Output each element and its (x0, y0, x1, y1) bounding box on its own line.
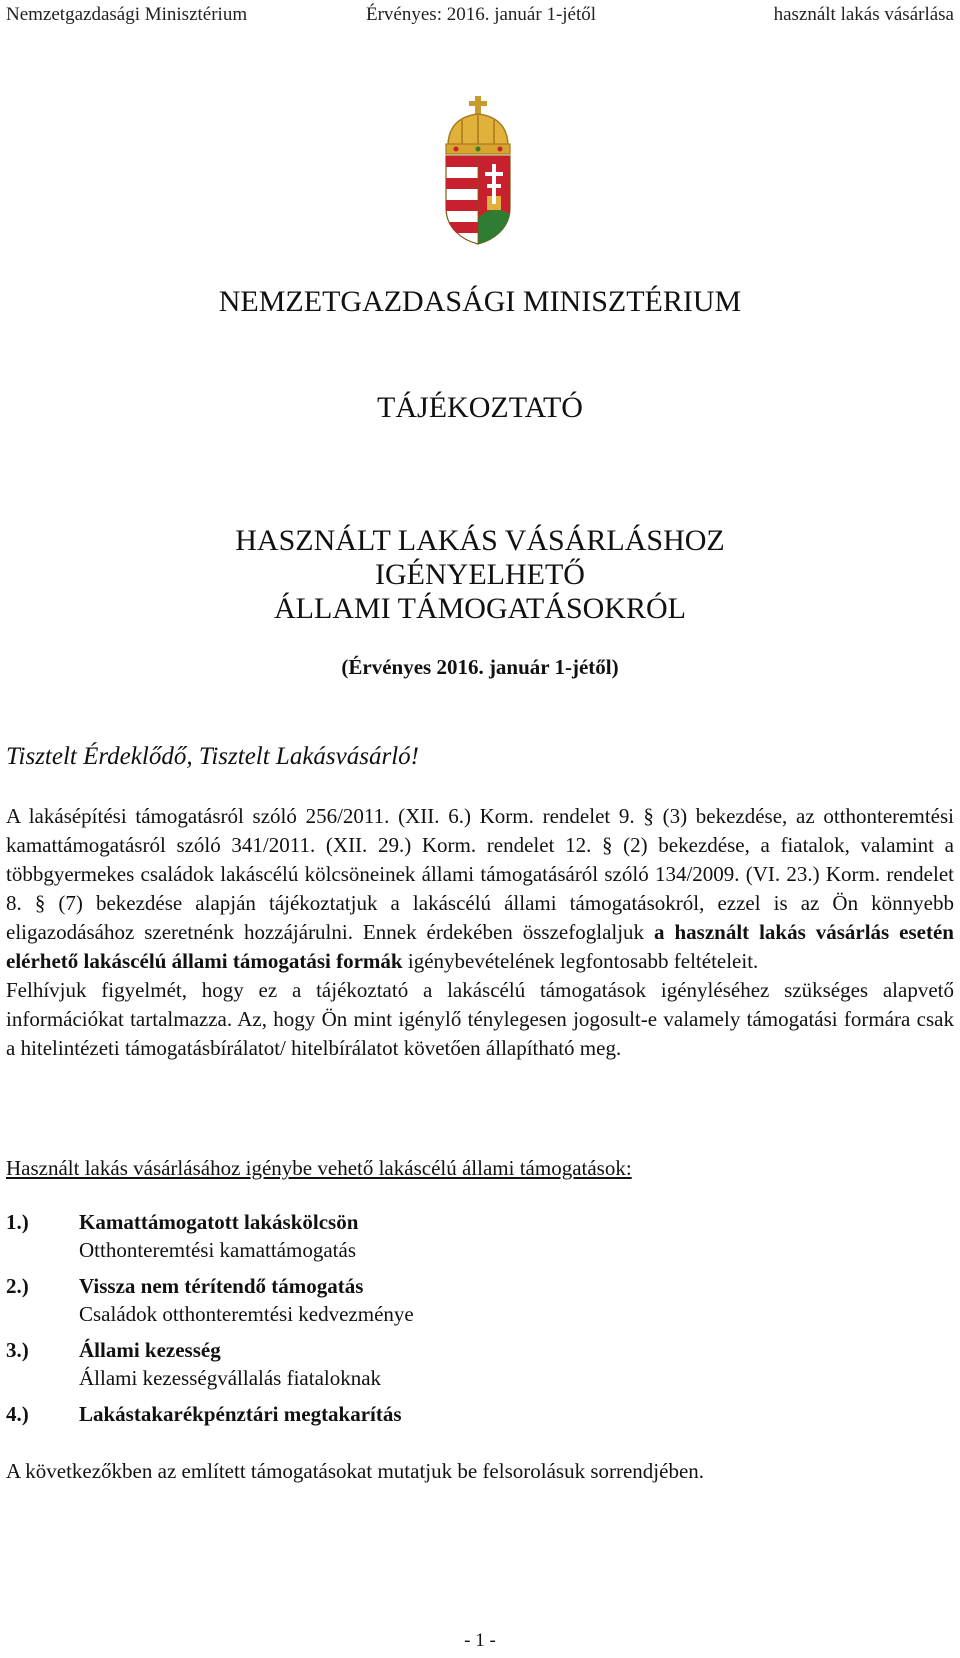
document-type: TÁJÉKOZTATÓ (377, 391, 583, 424)
item-name: Vissza nem térítendő támogatás (79, 1274, 364, 1298)
closing-text: A következőkben az említett támogatásokat mutatjuk be felsorolásuk sorrendjében. (6, 1459, 705, 1483)
intro-text (6, 802, 954, 1063)
page-number: - 1 - (464, 1630, 496, 1651)
support-list-title: Használt lakás vásárlásához igénybe vehető lakáscélú állami támogatások: (6, 1156, 632, 1180)
header-topic: használt lakás vásárlása (773, 4, 954, 25)
validity-note: (Érvényes 2016. január 1-jétől) (341, 655, 619, 679)
item-number: 2.) (6, 1274, 29, 1298)
subtitle-line: HASZNÁLT LAKÁS VÁSÁRLÁSHOZ (235, 524, 725, 557)
item-description: Családok otthonteremtési kedvezménye (79, 1302, 414, 1326)
intro-emphasis: a használt lakás vásárlás esetén elérhető lakáscélú állami támogatási formák (6, 920, 954, 973)
item-number: 1.) (6, 1210, 29, 1234)
item-number: 3.) (6, 1338, 29, 1362)
hungarian-coat-of-arms-icon (440, 96, 516, 246)
subtitle-line: IGÉNYELHETŐ (375, 558, 585, 591)
running-header (6, 4, 954, 28)
subtitle-line: ÁLLAMI TÁMOGATÁSOKRÓL (274, 592, 686, 625)
document-subtitle (0, 524, 960, 626)
intro-paragraph-2: Felhívjuk figyelmét, hogy ez a tájékoztató a lakáscélú támogatások igényléséhez szükséges alapvető információkat tartalmazza. Az, hogy Ön mint igénylő ténylegesen jogosult-e valamely támogatási formára csak a hitelintézeti támogatásbírálatot/ hitelbírálatot követően állapítható meg. (6, 978, 954, 1060)
item-description: Állami kezességvállalás fiataloknak (79, 1366, 382, 1390)
item-number: 4.) (6, 1402, 29, 1426)
salutation: Tisztelt Érdeklődő, Tisztelt Lakásvásárló! (6, 743, 419, 770)
item-name: Kamattámogatott lakáskölcsön (79, 1210, 359, 1234)
header-validity: Érvényes: 2016. január 1-jétől (366, 4, 597, 25)
item-description: Otthonteremtési kamattámogatás (79, 1238, 356, 1262)
header-ministry: Nemzetgazdasági Minisztérium (6, 4, 248, 25)
intro-paragraph: A lakásépítési támogatásról szóló 256/2011. (XII. 6.) Korm. rendelet 9. § (3) bekezdése, az otthonteremtési kamattámogatásról szóló 341/2011. (XII. 29.) Korm. rendelet 12. § (2) bekezdése, a fiatalok, valamint a többgyermekes családok lakáscélú kölcsöneinek állami támogatásáról szóló 134/2009. (VI. 23.) Korm. rendelet 8. § (7) bekezdése alapján tájékoztatjuk a lakáscélú állami támogatásokról, ezzel is az Ön könnyebb eligazodásához szeretnénk hozzájárulni. Ennek érdekében összefoglaljuk a használt lakás vásárlás esetén elérhető lakáscélú állami támogatási formák igénybevételének legfontosabb feltételeit. (6, 804, 954, 973)
ministry-title: NEMZETGAZDASÁGI MINISZTÉRIUM (218, 285, 742, 318)
item-name: Lakástakarékpénztári megtakarítás (79, 1402, 402, 1426)
item-name: Állami kezesség (79, 1338, 221, 1362)
